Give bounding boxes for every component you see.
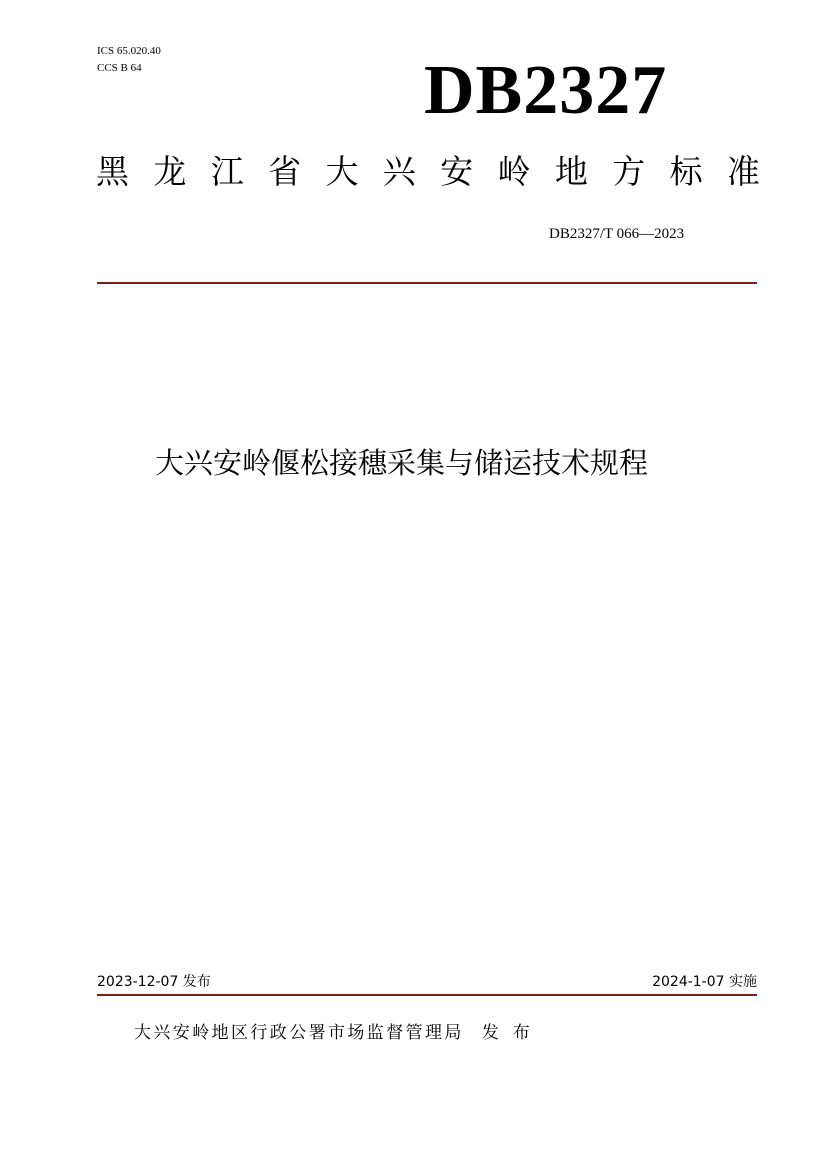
standard-type-char: 方 — [612, 152, 646, 191]
standard-type-char: 地 — [554, 152, 588, 191]
implementation-date: 2024-1-07 实施 — [652, 974, 757, 990]
standard-code-heading: DB2327 — [424, 52, 668, 129]
standard-number: DB2327/T 066—2023 — [549, 226, 685, 242]
standard-type-char: 标 — [669, 152, 703, 191]
ccs-code: CCS B 64 — [97, 62, 142, 74]
ics-code: ICS 65.020.40 — [97, 45, 161, 57]
standard-type-char: 江 — [210, 152, 244, 191]
standard-type-heading — [96, 150, 760, 194]
standard-type-char: 省 — [268, 152, 302, 191]
standard-type-char: 准 — [726, 152, 760, 191]
publish-label: 发布 — [481, 1023, 544, 1043]
standard-type-char: 大 — [325, 152, 359, 191]
standard-type-char: 安 — [440, 152, 474, 191]
top-divider — [97, 282, 757, 284]
issue-date: 2023-12-07 发布 — [97, 974, 211, 990]
document-title: 大兴安岭偃松接穗采集与储运技术规程 — [154, 446, 648, 480]
standard-type-char: 黑 — [96, 152, 129, 191]
standard-type-char: 兴 — [382, 152, 416, 191]
standard-type-char: 龙 — [153, 152, 187, 191]
bottom-divider — [97, 994, 757, 996]
publisher-name: 大兴安岭地区行政公署市场监督管理局 — [134, 1023, 464, 1043]
standard-type-char: 岭 — [497, 152, 531, 191]
publisher-line — [134, 1020, 544, 1046]
